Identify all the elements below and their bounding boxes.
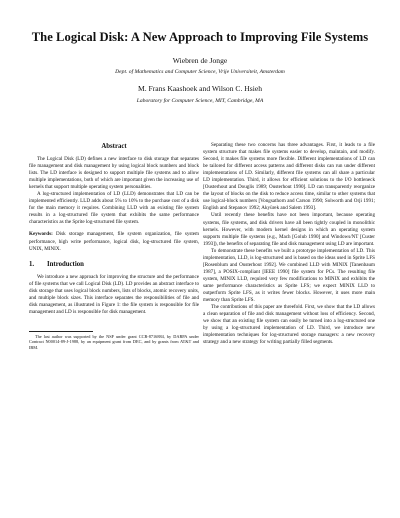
keywords-label: Keywords: bbox=[29, 231, 53, 238]
right-column bbox=[203, 142, 375, 346]
affiliation-mit: Laboratory for Computer Science, MIT, Cambridge, MA bbox=[136, 98, 264, 104]
body-paragraph-2: Until recently these benefits have not been important, because operating systems, file systems, and disk drivers have all been tightly coupled in monolithic kernels. However, with modern kernel designs in which an operating system supports multiple file systems (e.g., Mach [Golub 1990] and Windows/NT [Custer 1993]), the benefits of separating file and disk management using LD are important. bbox=[203, 212, 375, 247]
body-paragraph-4: The contributions of this paper are threefold. First, we show that the LD allows a clean separation of file and disk management without loss of efficiency. Second, we show that an existing file system can easily be turned into a log-structured one by using a log-structured implementation of LD. Third, we introduce new implementation techniques for log-structured storage managers: a new recovery strategy and a new strategy for writing partially filled segments. bbox=[203, 304, 375, 346]
author-kaashoek-hsieh: M. Frans Kaashoek and Wilson C. Hsieh bbox=[138, 84, 262, 93]
section-1-title: Introduction bbox=[47, 260, 84, 268]
left-column bbox=[29, 143, 199, 350]
section-1-number: 1. bbox=[29, 260, 35, 268]
footnote: The last author was supported by the NSF under grant CCR-8716884, by DARPA under Contract N00014-89-J-1988, by an equipment grant from DEC, and by grants from AT&T and IBM. bbox=[29, 333, 199, 350]
body-paragraph-1: Separating these two concerns has three advantages. First, it leads to a file system structure that makes file systems easier to develop, maintain, and modify. Second, it makes file systems more flexible. Different implementations of LD can be tailored for different access patterns and different disks can run under different implementations of LD. Similarly, different file systems can all share a particular LD implementation. Third, it allows for efficient solutions to the I/O bottleneck [Ousterhout and Douglis 1989; Ousterhout 1990]. LD can transparently reorganize the layout of blocks on the disk to reduce access time, similar to other systems that use logical-block numbers [Vongsathorn and Carson 1990; Solworth and Orji 1991; English and Stepanov 1992; Akyürek and Salem 1993]. bbox=[203, 142, 375, 212]
footnote-rule bbox=[29, 331, 93, 332]
paper-title: The Logical Disk: A New Approach to Improving File Systems bbox=[31, 30, 369, 44]
keywords-text: Disk storage management, file system organization, file system performance, high write performance, logical disk, log-structured file system, UNIX, MINIX. bbox=[29, 231, 199, 252]
author-de-jonge: Wiebren de Jonge bbox=[172, 56, 228, 65]
affiliation-vu: Dept. of Mathematics and Computer Science, Vrije Universiteit, Amsterdam bbox=[115, 69, 285, 75]
keywords bbox=[29, 231, 199, 252]
abstract-paragraph-2: A log-structured implementation of LD (LLD) demonstrates that LD can be implemented efficiently. LLD adds about 5% to 10% to the purchase cost of a disk for the main memory it requires. Combining LLD with an existing file system results in a log-structured file system that exhibits the same performance characteristics as the Sprite log-structured file system. bbox=[29, 191, 199, 226]
section-1-heading bbox=[29, 261, 199, 268]
abstract-paragraph-1: The Logical Disk (LD) defines a new interface to disk storage that separates file management and disk management by using logical block numbers and block lists. The LD interface is designed to support multiple file systems and to allow multiple implementations, both of which are important given the increasing use of kernels that support multiple operating system personalities. bbox=[29, 156, 199, 191]
abstract-heading: Abstract bbox=[101, 143, 127, 150]
body-paragraph-3: To demonstrate these benefits we built a prototype implementation of LD. This implementation, LLD, is log-structured and is based on the ideas used in Sprite LFS [Rosenblum and Ousterhout 1992]. We combined LLD with MINIX [Tanenbaum 1987], a POSIX-compliant [IEEE 1990] file system for PCs. The resulting file system, MINIX LLD, required very few modifications to MINIX and exhibits the same performance characteristics as Sprite LFS; we expect MINIX LLD to outperform Sprite LFS, as it writes fewer blocks. However, it uses more main memory than Sprite LFS. bbox=[203, 247, 375, 304]
intro-paragraph-1: We introduce a new approach for improving the structure and the performance of file systems that we call Logical Disk (LD). LD provides an abstract interface to disk storage that uses logical block numbers, lists of blocks, atomic recovery units, and multiple block sizes. This interface separates the responsibilities of file and disk management, as illustrated in Figure 1: the file system is responsible for file management and LD is responsible for disk management. bbox=[29, 273, 199, 315]
